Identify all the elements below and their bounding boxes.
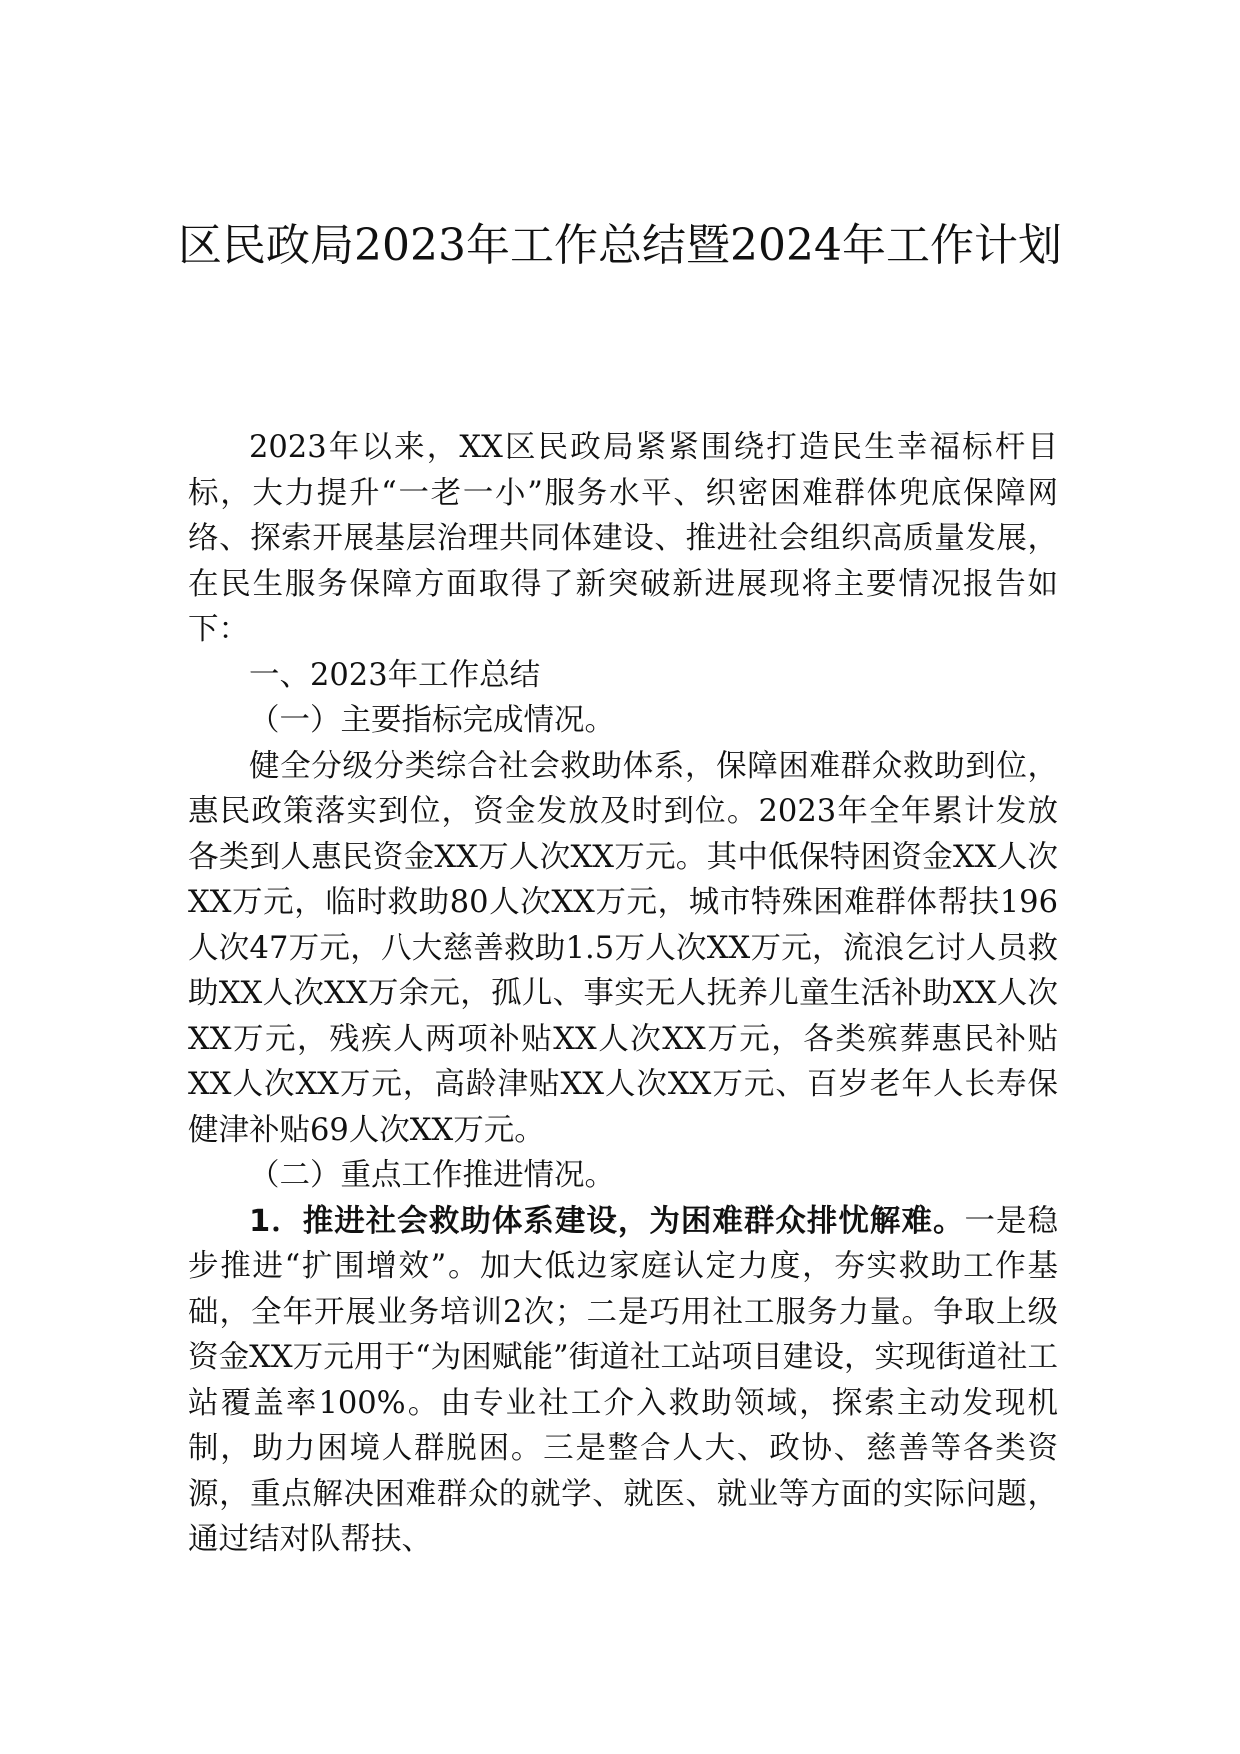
intro-paragraph: 2023年以来，XX区民政局紧紧围绕打造民生幸福标杆目标，大力提升“一老一小”服务水平、织密困难群体兜底保障网络、探索开展基层治理共同体建设、推进社会组织高质量发展，在民生服务保障方面取得了新突破新进展现将主要情况报告如下： xyxy=(188,430,1058,647)
subsection-paragraph-1: 健全分级分类综合社会救助体系，保障困难群众救助到位，惠民政策落实到位，资金发放及时到位。2023年全年累计发放各类到人惠民资金XX万人次XX万元。其中低保特困资金XX人次XX万元，临时救助80人次XX万元，城市特殊困难群体帮扶196人次47万元，八大慈善救助1.5万人次XX万元，流浪乞讨人员救助XX人次XX万余元，孤儿、事实无人抚养儿童生活补助XX人次XX万元，残疾人两项补贴XX人次XX万元，各类殡葬惠民补贴XX人次XX万元，高龄津贴XX人次XX万元、百岁老年人长寿保健津补贴69人次XX万元。 xyxy=(188,748,1058,1148)
subsection-heading-2: （二）重点工作推进情况。 xyxy=(249,1158,615,1193)
subsection-heading-1: （一）主要指标完成情况。 xyxy=(249,703,615,738)
document-body xyxy=(188,425,1058,1563)
document-title: 区民政局2023年工作总结暨2024年工作计划 xyxy=(178,220,1062,271)
item-1-heading: 1．推进社会救助体系建设，为困难群众排忧解难。 xyxy=(249,1203,965,1239)
item-1-text: 一是稳步推进“扩围增效”。加大低边家庭认定力度，夯实救助工作基础，全年开展业务培训2次；二是巧用社工服务力量。争取上级资金XX万元用于“为困赋能”街道社工站项目建设，实现街道社工站覆盖率100%。由专业社工介入救助领域，探索主动发现机制，助力困境人群脱困。三是整合人大、政协、慈善等各类资源，重点解决困难群众的就学、就医、就业等方面的实际问题，通过结对队帮扶、 xyxy=(188,1203,1058,1557)
item-paragraph-1 xyxy=(188,1199,1058,1563)
section-heading: 一、2023年工作总结 xyxy=(249,657,541,693)
